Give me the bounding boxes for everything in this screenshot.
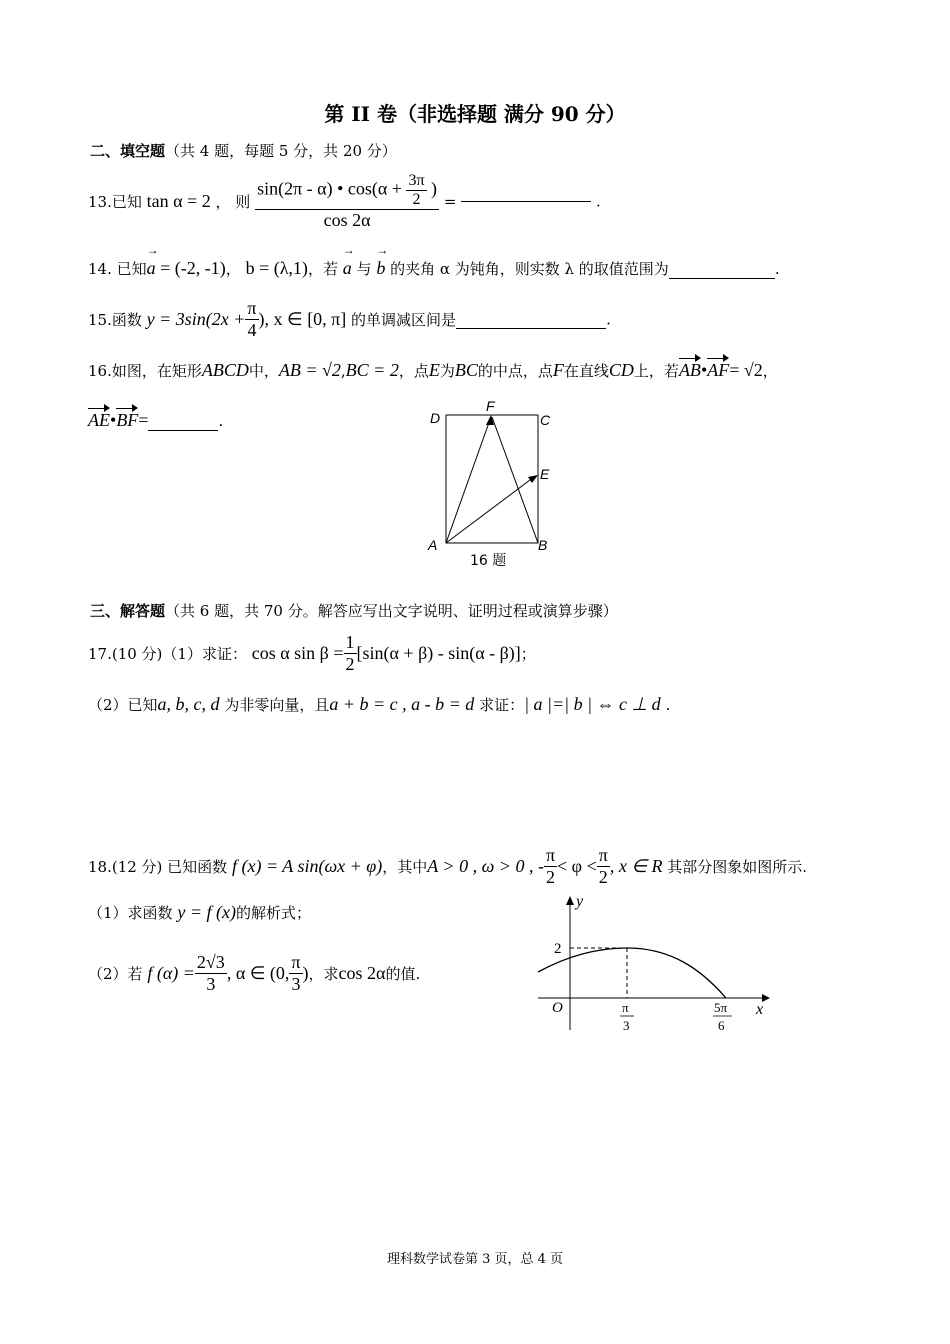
q18-pi-half-2 [597,845,610,888]
q15-expr-b: ), x ∈ [0, π] [258,309,347,329]
q13-text: ， 则 [215,193,251,211]
q13-equals: = [443,192,457,211]
q17-fraction [344,632,357,675]
q18-p2-end: 的值. [385,965,421,983]
section-note: （共 6 题，共 70 分。解答应写出文字说明、证明过程或演算步骤） [165,602,618,620]
q18-label: 18.(12 分) 已知函数 [88,858,228,876]
q18-p1-label: （1）求函数 [88,904,173,922]
q15-end: . [606,310,611,329]
q18-p2-bot: 3 [195,973,227,995]
q17-p2-vectors: a, b, c, d [157,694,220,714]
q15-frac-bot: 4 [245,319,258,341]
q14-text-2: 与 [356,260,372,278]
tick-5pi-6-bottom: 6 [718,1018,725,1033]
q18-pi-bot-2: 2 [597,866,610,888]
question-14 [88,258,780,279]
q14-b-value: b = (λ,1) [245,258,308,278]
q16-f: F [552,360,564,380]
q16-bc: BC = 2 [345,360,399,380]
q18-function: f (x) = A sin(ωx + φ) [231,856,383,876]
q13-condition: tan α = 2 [146,191,211,211]
q16-vector-af: AF [707,360,730,380]
x-axis-arrow [762,994,770,1002]
q16-t2: , [340,362,346,380]
q18-pi-top-1: π [545,845,556,865]
q13-fraction [255,172,439,231]
q16-rectangle-figure [420,395,560,575]
q18-function-graph [530,888,780,1038]
q16-t3: ，点 [398,362,429,380]
q16-dot: • [700,360,708,380]
q16-e: E [428,360,440,380]
question-18 [88,845,807,888]
label-e: E [540,466,550,482]
q16-cd: CD [608,360,634,380]
q16-rect: ABCD [201,360,249,380]
q14-vector-a: → a [147,258,156,279]
q16-answer-blank[interactable] [148,414,218,431]
q17-p2-end: . [665,696,671,714]
q16-t5: 的中点，点 [477,362,553,380]
q13-inner-fraction [406,172,426,209]
q18-p1-tail: 的解析式； [235,904,311,922]
q18-p2-top: 2√3 [196,952,225,972]
max-value-label: 2 [554,941,562,957]
q13-end: . [595,192,601,211]
q18-p2-t: ，求 [308,965,339,983]
q18-pi-half-1 [544,845,557,888]
q15-label: 15.函数 [88,311,142,329]
q18-p2-r-top: π [291,952,301,972]
rectangle-abcd [446,415,538,543]
q16-vector-ae: AE [88,410,110,430]
q14-end: . [774,260,780,278]
q16-t7: 上，若 [633,362,679,380]
q17-lhs: cos α sin β = [251,643,344,663]
origin-label: O [552,1000,563,1016]
question-18-part1 [88,902,311,923]
q16-t8: ， [762,362,778,380]
q18-cond1: A > 0 , ω > 0 , - [427,856,544,876]
q13-inner-bot: 2 [406,190,426,209]
q13-inner-top: 3π [408,172,425,189]
label-f: F [486,398,495,414]
q13-denominator: cos 2α [255,209,439,231]
label-a: A [428,537,438,553]
q16-vector-ab: AB [678,360,701,380]
q17-label: 17.(10 分)（1）求证： [88,645,247,663]
q16-eq2: = √2 [729,360,763,380]
q13-num-b: ) [431,178,438,199]
y-axis-arrow [566,896,574,905]
q18-p2-range-fraction [289,952,302,995]
q17-frac-top: 1 [345,632,355,652]
q17-p2-t2: 求证： [479,696,525,714]
question-17 [88,632,536,675]
section-heading-answers [90,600,618,621]
q18-p1-expr: y = f (x) [177,902,236,922]
question-16-line2 [88,408,223,431]
q14-text-1: ，若 [307,260,338,278]
segment-ae [446,477,534,543]
q18-pi-bot-1: 2 [544,866,557,888]
q17-p2-t1: 为非零向量，且 [224,696,330,714]
q16-ab: AB = √2 [278,360,341,380]
q15-expr-a: y = 3sin(2x + [146,309,246,329]
q13-label: 13.已知 [88,193,142,211]
q16-bc2: BC [454,360,478,380]
page-title: 第 II 卷（非选择题 满分 90 分） [324,102,626,126]
q13-num-a: sin(2π - α) • cos(α + [257,178,402,199]
label-b: B [538,537,548,553]
question-15 [88,298,611,341]
section-heading-fill-in [90,140,397,161]
q15-tail: 的单调减区间是 [351,311,457,329]
q16-t1: 中， [248,362,279,380]
section-name: 二、填空题 [90,142,166,160]
q16-vector-bf: BF [116,410,139,430]
q16-dot2: • [110,410,117,430]
tick-pi-3-top: π [622,1000,629,1015]
q14-label: 14. 已知 [88,260,147,278]
q17-p2-label: （2）已知 [88,696,158,714]
q13-numerator [255,172,439,209]
arrowhead-ae [528,475,538,483]
q18-lt: < φ < [557,856,597,876]
label-d: D [430,410,441,426]
tick-5pi-6-top: 5π [714,1000,728,1015]
x-axis-label: x [756,1001,764,1018]
q16-t4: 为 [439,362,455,380]
q16-end: . [218,412,224,430]
q14-sep: ， [225,260,241,278]
q18-p2-fraction [195,952,227,995]
q16-label: 16.如图，在矩形 [88,362,202,380]
q14-answer-blank[interactable] [669,262,775,279]
q18-pi-top-2: π [598,845,608,865]
page-footer: 理科数学试卷第 3 页，总 4 页 [386,1252,564,1267]
question-13 [88,172,601,231]
y-axis-label: y [576,893,584,910]
sine-curve [538,948,726,998]
q14-a-value: = (-2, -1) [155,258,226,278]
question-18-part2 [88,952,420,995]
q18-cond2: , x ∈ R [609,856,663,876]
q16-t6: 在直线 [563,362,609,380]
question-17-part2 [88,694,670,715]
q18-p2-label: （2）若 [88,965,143,983]
q14-vector-b2: → b [376,258,385,279]
q18-p2-r-bot: 3 [289,973,302,995]
q13-answer-blank[interactable] [461,201,591,202]
q18-p2-range: , α ∈ (0, [226,963,290,983]
q18-t2: 其部分图象如图所示. [667,858,808,876]
q15-fraction [245,298,258,341]
section-name: 三、解答题 [90,602,166,620]
tick-pi-3-bottom: 3 [623,1018,630,1033]
label-c: C [540,412,551,428]
q17-p2-eq1: a + b = c , a - b = d [329,694,475,714]
q17-frac-bot: 2 [345,654,355,674]
q15-frac-top: π [247,298,257,318]
question-16 [88,358,778,381]
q18-t1: ，其中 [382,858,428,876]
section-note: （共 4 题，每题 5 分，共 20 分） [165,142,397,160]
q18-p2-fa: f (α) = [147,963,195,983]
q16-eq3: = [138,410,149,430]
q17-p2-eq2: | a |=| b | ⇔ c ⊥ d [524,694,661,714]
segment-af [446,417,491,543]
figure-caption: 16 题 [470,553,507,569]
q17-rhs: [sin(α + β) - sin(α - β)] [356,643,521,663]
q18-p2-close: ) [302,963,309,983]
q17-end: ； [520,645,536,663]
q18-p2-cos: cos 2α [338,963,386,983]
q14-vector-a2: → a [343,258,352,279]
q15-answer-blank[interactable] [456,310,606,329]
q14-text-3: 的夹角 α 为钝角，则实数 λ 的取值范围为 [390,260,669,278]
